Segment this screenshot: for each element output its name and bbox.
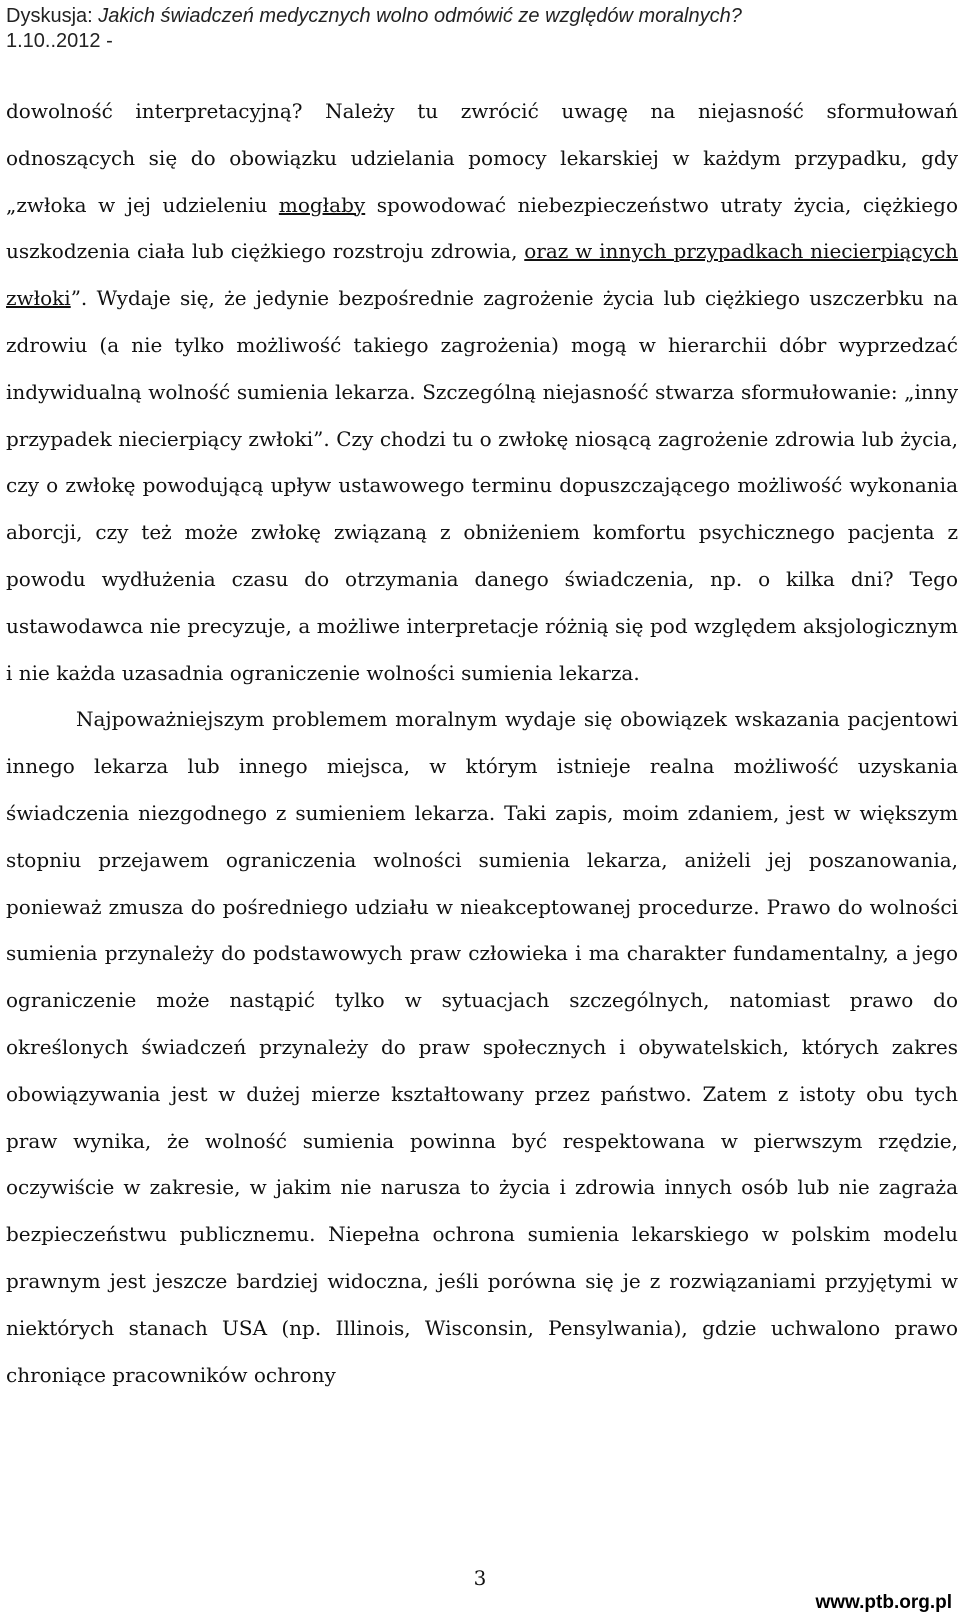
text-segment: dowolność interpretacyjną? Należy tu zwrócić uwagę na niejasność sformułowań odnoszących się do obowiązku udzielania pomocy lekarskiej w każdym przypadku, gdy „zwłoka w jej udzieleniu bbox=[6, 99, 958, 217]
underlined-phrase: oraz w innych przypadkach niecierpiących zwłoki bbox=[6, 239, 958, 311]
header-title-main: Jakich świadczeń medycznych wolno odmówić ze względów moralnych? bbox=[98, 5, 742, 27]
article-body bbox=[6, 88, 958, 1398]
text-segment: Najpoważniejszym problemem moralnym wydaje się obowiązek wskazania pacjentowi innego lekarza lub innego miejsca, w którym istnieje realna możliwość uzyskania świadczenia niezgodnego z sumieniem lekarza. Taki zapis, moim zdaniem, jest w większym stopniu przejawem ograniczenia wolności sumienia lekarza, aniżeli jej poszanowania, ponieważ zmusza do pośredniego udziału w nieakceptowanej procedurze. Prawo do wolności sumienia przynależy do podstawowych praw człowieka i ma charakter fundamentalny, a jego ograniczenie może nastąpić tylko w sytuacjach szczególnych, natomiast prawo do określonych świadczeń przynależy do praw społecznych i obywatelskich, których zakres obowiązywania jest w dużej mierze kształtowany przez państwo. Zatem z istoty obu tych praw wynika, że wolność sumienia powinna być respektowana w pierwszym rzędzie, oczywiście w zakresie, w jakim nie narusza to życia i zdrowia innych osób lub nie zagraża bezpieczeństwu publicznemu. Niepełna ochrona sumienia lekarskiego w polskim modelu prawnym jest jeszcze bardziej widoczna, jeśli porówna się je z rozwiązaniami przyjętymi w niektórych stanach USA (np. Illinois, Wisconsin, Pensylwania), gdzie uchwalono prawo chroniące pracowników ochrony bbox=[6, 707, 958, 1387]
page-number: 3 bbox=[473, 1566, 487, 1590]
paragraph bbox=[6, 88, 958, 696]
page-header bbox=[6, 4, 742, 54]
text-segment: spowodować niebezpieczeństwo utraty życia, ciężkiego uszkodzenia ciała lub ciężkiego rozstroju zdrowia, bbox=[6, 192, 958, 264]
header-title bbox=[6, 4, 742, 29]
header-date: 1.10..2012 - bbox=[6, 30, 113, 52]
underlined-phrase: mogłaby bbox=[278, 192, 366, 217]
site-url-link[interactable]: www.ptb.org.pl bbox=[815, 1592, 952, 1613]
paragraph bbox=[6, 696, 958, 1398]
text-segment: ”. Wydaje się, że jedynie bezpośrednie zagrożenie życia lub ciężkiego uszczerbku na zdrowiu (a nie tylko możliwość takiego zagrożenia) mogą w hierarchii dóbr wyprzedzać indywidualną wolność sumienia lekarza. Szczególną niejasność stwarza sformułowanie: „inny przypadek niecierpiący zwłoki”. Czy chodzi tu o zwłokę niosącą zagrożenie zdrowia lub życia, czy o zwłokę powodującą upływ ustawowego terminu dopuszczającego możliwość wykonania aborcji, czy też może zwłokę związaną z obniżeniem komfortu psychicznego pacjenta z powodu wydłużenia czasu do otrzymania danego świadczenia, np. o kilka dni? Tego ustawodawca nie precyzuje, a możliwe interpretacje różnią się pod względem aksjologicznym i nie każda uzasadnia ograniczenie wolności sumienia lekarza. bbox=[6, 286, 958, 685]
header-title-lead: Dyskusja: bbox=[6, 5, 99, 27]
